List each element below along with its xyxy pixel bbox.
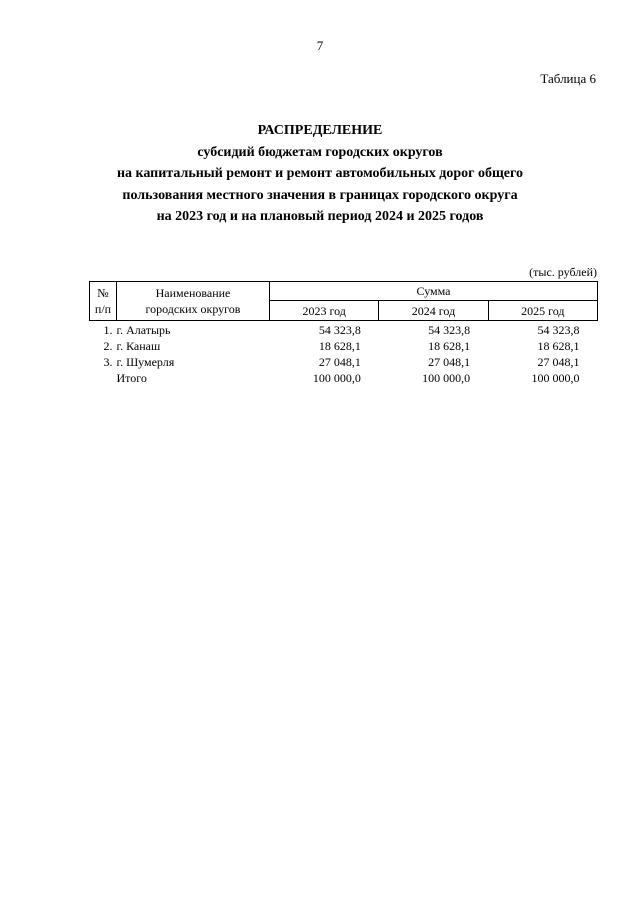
heading-title: РАСПРЕДЕЛЕНИЕ [257, 123, 383, 138]
header-sum: Сумма [270, 282, 598, 301]
units-label: (тыс. рублей) [529, 265, 597, 279]
total-value-2023: 100 000,0 [312, 371, 361, 385]
header-year-2023: 2023 год [270, 301, 379, 321]
header-name-line-1: Наименование [155, 286, 231, 300]
header-number [90, 282, 117, 321]
row-value-2023: 27 048,1 [318, 355, 361, 369]
row-number: 2. [103, 339, 113, 353]
table-row [90, 338, 598, 354]
total-row [90, 370, 598, 386]
total-number [90, 370, 117, 386]
heading-line-4: пользования местного значения в границах городского округа [122, 187, 518, 203]
total-label: Итого [116, 371, 147, 385]
row-value-2024: 27 048,1 [428, 355, 471, 369]
total-value-2024: 100 000,0 [422, 371, 471, 385]
table-row [90, 321, 598, 339]
header-year-2024: 2024 год [379, 301, 488, 321]
subsidy-table [89, 281, 598, 386]
row-name: г. Канаш [116, 339, 161, 353]
header-number-line-1: № [97, 286, 109, 300]
row-number: 3. [103, 355, 113, 369]
row-value-2025: 54 323,8 [537, 323, 580, 337]
row-value-2023: 18 628,1 [318, 339, 361, 353]
document-heading [0, 120, 640, 228]
row-value-2024: 54 323,8 [428, 323, 471, 337]
row-value-2024: 18 628,1 [428, 339, 471, 353]
heading-line-3: на капитальный ремонт и ремонт автомобильных дорог общего [116, 166, 524, 182]
row-value-2025: 18 628,1 [537, 339, 580, 353]
total-value-2025: 100 000,0 [531, 371, 580, 385]
heading-line-5: на 2023 год и на плановый период 2024 и 2025 годов [156, 209, 484, 225]
page-number: 7 [316, 38, 324, 53]
table-reference: Таблица 6 [540, 71, 596, 86]
row-name: г. Алатырь [116, 323, 171, 337]
header-year-2025: 2025 год [488, 301, 597, 321]
table-row [90, 354, 598, 370]
row-value-2025: 27 048,1 [537, 355, 580, 369]
header-number-line-2: п/п [94, 302, 112, 316]
row-number: 1. [103, 323, 113, 337]
row-name: г. Шумерля [116, 355, 175, 369]
row-value-2023: 54 323,8 [318, 323, 361, 337]
header-name [117, 282, 270, 321]
header-name-line-2: городских округов [145, 302, 241, 316]
heading-line-2: субсидий бюджетам городских округов [197, 144, 443, 160]
